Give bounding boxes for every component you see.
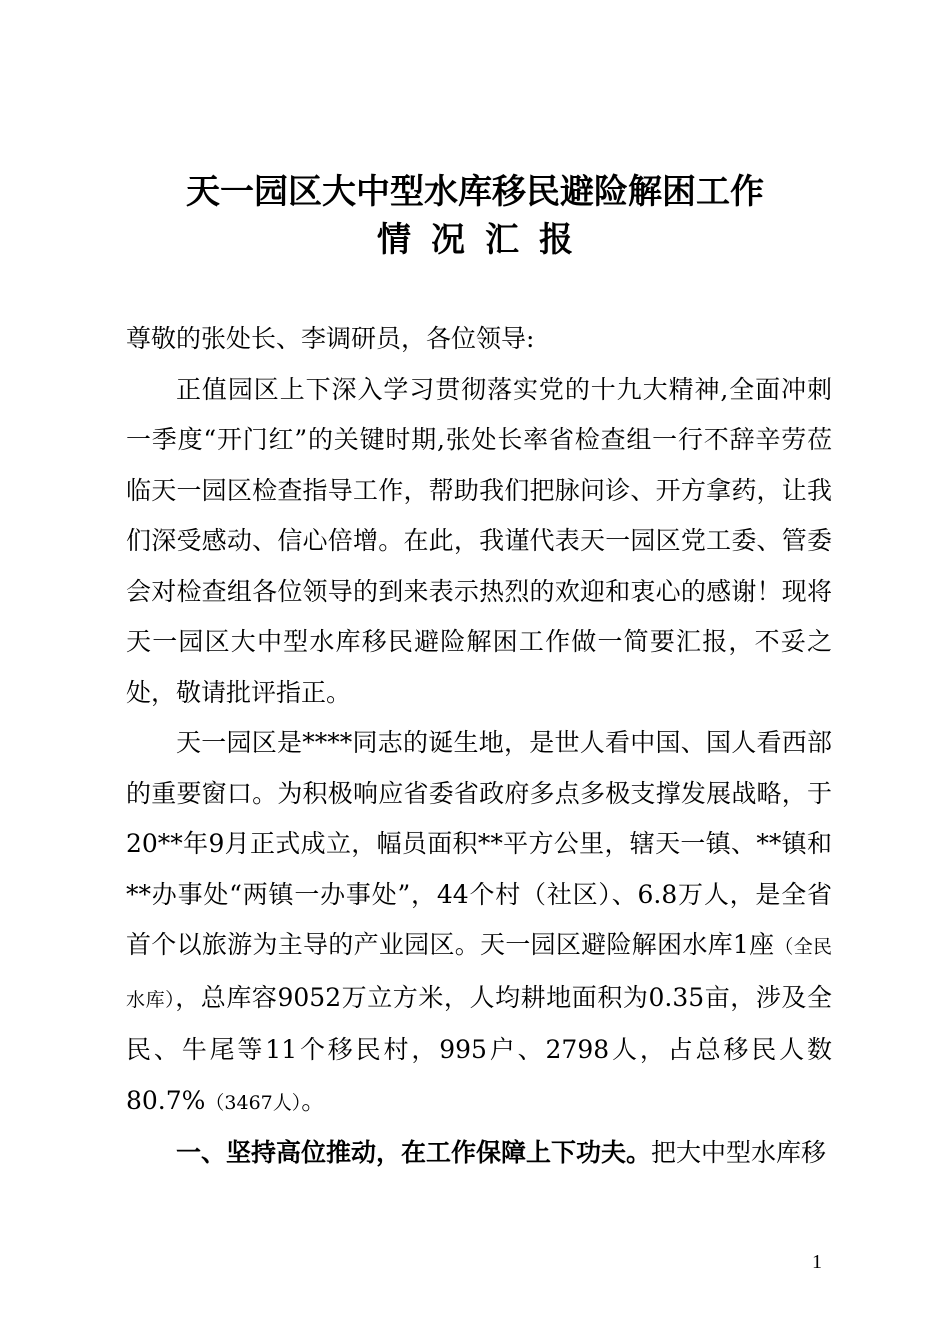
overview-end: 。 (301, 1085, 327, 1115)
overview-text-2: ，总库容9052万立方米，人均耕地面积为0.35亩，涉及全民、牛尾等11个移民村，995户、2798人，占总移民人数80.7% (126, 982, 832, 1115)
overview-note-1: （全民水库） (126, 936, 832, 1011)
overview-text-1: 天一园区是****同志的诞生地，是世人看中国、国人看西部的重要窗口。为积极响应省委省政府多点多极支撑发展战略，于20**年9月正式成立，幅员面积**平方公里，辖天一镇、**镇和**办事处“两镇一办事处”，44个村（社区）、6.8万人，是全省首个以旅游为主导的产业园区。天一园区避险解困水库1座 (126, 728, 832, 959)
overview-note-2: （3467人） (205, 1091, 302, 1114)
page-number: 1 (812, 1251, 822, 1273)
salutation: 尊敬的张处长、李调研员，各位领导: (126, 324, 535, 353)
paragraph-intro: 正值园区上下深入学习贯彻落实党的十九大精神,全面冲刺一季度“开门红”的关键时期,张处长率省检查组一行不辞辛劳莅临天一园区检查指导工作，帮助我们把脉问诊、开方拿药，让我们深受感动、信心倍增。在此，我谨代表天一园区党工委、管委会对检查组各位领导的到来表示热烈的欢迎和衷心的感谢！现将天一园区大中型水库移民避险解困工作做一简要汇报，不妥之处，敬请批评指正。 (126, 374, 832, 707)
document-title (0, 168, 950, 264)
section-1-heading: 一、坚持高位推动，在工作保障上下功夫。 (176, 1138, 652, 1167)
section-1-text: 把大中型水库移 (651, 1138, 827, 1167)
paragraph-section-1 (126, 1128, 832, 1179)
title-line-2: 情况汇报 (377, 220, 593, 260)
document-body (126, 314, 832, 1179)
paragraph-overview (126, 718, 832, 1128)
title-line-1: 天一园区大中型水库移民避险解困工作 (186, 172, 764, 212)
